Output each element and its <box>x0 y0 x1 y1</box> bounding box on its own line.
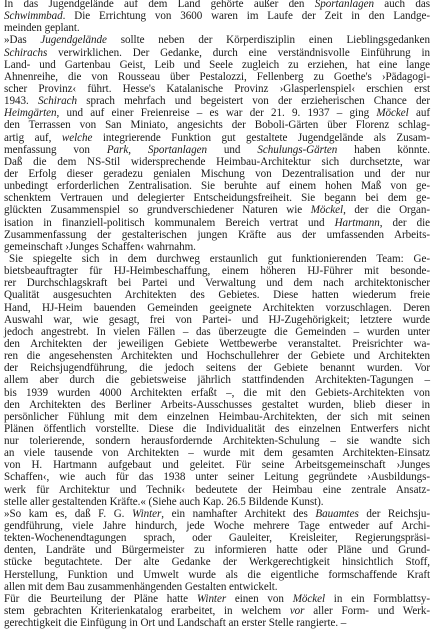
text-run: stem gebrachten Kriterienkatalog erarbeitet, in welchem <box>4 605 290 618</box>
text-line <box>4 47 430 59</box>
text-line <box>4 144 430 156</box>
italic-run: Schulungs-Gärten <box>257 143 338 156</box>
text-line <box>4 168 430 180</box>
text-run: In das Jugendgelände auf dem Land gehörte außer den <box>4 0 315 10</box>
text-line <box>4 471 430 483</box>
text-line <box>4 387 430 399</box>
text-line <box>4 411 430 423</box>
text-run: bietsbeauftragter für HJ-Heimbeschaffung, einem höheren HJ-Führer mit besonde- <box>4 265 430 278</box>
text-line <box>4 496 430 508</box>
text-line <box>4 302 430 314</box>
text-line <box>4 241 430 253</box>
text-line <box>4 447 430 459</box>
text-run: Ahnenreihe, die von Rousseau über Pestalozzi, Fellenberg zu Goethe's ›Pädagogi- <box>4 70 430 83</box>
text-run: jedoch angestrebt. In vielen Fällen – das überzeugte die Gemeinden – wurden unter <box>4 325 430 338</box>
text-run: gerechtigkeit die Einfügung in Ort und Landschaft an erster Stelle rangierte. – <box>4 617 347 629</box>
text-run: Plänen öffentlich vorstellte. Diese die Individualität des einzelnen Entwerfers nicht <box>4 422 430 435</box>
italic-run: Schirach <box>37 95 77 108</box>
text-run: scher Provinz‹ führt. Hesse's Katalanische Provinz ›Glasperlenspiel‹ erschien erst <box>4 82 430 95</box>
text-line <box>4 520 430 532</box>
text-run: Zusammenfassung der gestalterischen jungen Kräfte aus der umfassenden Arbeits- <box>4 228 430 241</box>
text-line <box>4 0 430 10</box>
text-run: menfassung von <box>4 143 107 156</box>
text-line <box>4 338 430 350</box>
text-run: Schaffen‹, wie auch für das 1938 unter seiner Leitung gegründete ›Ausbildungs- <box>4 471 430 484</box>
text-line <box>4 119 430 131</box>
text-run: integrierende Funktion gut gestaltete Jugendgelände als Zusam- <box>92 131 430 144</box>
text-run: auf <box>408 107 430 120</box>
text-line <box>4 59 430 71</box>
body-text <box>4 0 430 629</box>
text-line <box>4 10 430 22</box>
text-line <box>4 22 430 34</box>
italic-run: Hartmann <box>334 216 380 229</box>
text-line <box>4 289 430 301</box>
text-line <box>4 362 430 374</box>
text-line <box>4 374 430 386</box>
text-run: allen mit dem Bau zusammenhängenden Gestalten entwickelt. <box>4 580 278 593</box>
text-run: . Die Errichtung von 3600 waren im Laufe der Zeit in den Landge- <box>62 10 430 23</box>
text-line <box>4 605 430 617</box>
text-line <box>4 581 430 593</box>
text-run: werk für Architektur und Technik‹ bedeutete der Heimbau eine zentrale Ansatz- <box>4 483 430 496</box>
italic-run: Winter <box>196 592 227 605</box>
text-line <box>4 423 430 435</box>
text-line <box>4 204 430 216</box>
text-run: Sie spiegelte sich in dem durchweg erstaunlich gut funktionierenden Team: Ge- <box>9 252 430 265</box>
text-line <box>4 132 430 144</box>
text-line <box>4 435 430 447</box>
text-run: rer Durchschlagskraft bei Partei und Verwaltung und dem nach architektonischer <box>4 277 430 290</box>
text-line <box>4 229 430 241</box>
italic-run: Jugendgelände <box>40 34 107 47</box>
text-line <box>4 83 430 95</box>
text-line <box>4 192 430 204</box>
italic-run: vor <box>289 605 305 618</box>
text-line <box>4 156 430 168</box>
text-run: »So kam es, daß F. G. <box>4 507 132 520</box>
text-run: bis 1939 wurden 4000 Architekten erfaßt –, die mit den Gebiets-Architekten von <box>4 386 430 399</box>
text-run: aller Form- und Werk- <box>304 605 430 618</box>
text-run: , der die <box>379 216 430 229</box>
text-run: sollte neben der Körperdisziplin einen Lieblingsgedanken <box>106 34 431 47</box>
italic-run: Möckel <box>292 592 326 605</box>
text-run: den Terrassen von San Miniato, angesichts der Boboli-Gärten über Florenz schlag- <box>4 119 430 132</box>
text-run: Hand, HJ-Heim bauenden Gemeinden geeignete Architekten vorzuschlagen. Deren <box>4 301 430 314</box>
text-run: gendführung, viele Jahre hindurch, jede Woche mehrere Tage entweder auf Archi- <box>4 520 430 533</box>
text-run: auch das <box>373 0 430 10</box>
text-run: Für die Beurteilung der Pläne hatte <box>4 592 197 605</box>
text-run: stücke begutachtete. Der alte Gedanke der Werkgerechtigkeit hinsichtlich Stoff, <box>4 556 430 569</box>
text-line <box>4 277 430 289</box>
italic-run: Bauamtes <box>315 507 359 520</box>
text-line <box>4 508 430 520</box>
text-line <box>4 217 430 229</box>
text-line <box>4 350 430 362</box>
text-line <box>4 34 430 46</box>
text-run: haben könnte. <box>337 143 430 156</box>
text-run: allem aber durch die gebietsweise jährlich stattfindenden Architekten-Tagungen – <box>4 374 430 387</box>
text-run: Herstellung, Funktion und Umwelt wurde als die eigentliche formschaffende Kraft <box>4 568 430 581</box>
italic-run: Möckel <box>376 107 409 120</box>
text-run: , ein namhafter Architekt des <box>161 507 316 520</box>
text-run: gemeinschaft ›Junges Schaffen‹ wahrnahm. <box>4 240 196 253</box>
text-line <box>4 71 430 83</box>
text-line <box>4 556 430 568</box>
text-line <box>4 532 430 544</box>
text-run: Qualität ausgesuchten Architekten des Gebietes. Diese hatten wiederum freie <box>4 289 430 302</box>
text-run: ren die angesehensten Architekten und Hochschullehrer der Gebiete und Architekten <box>4 350 430 363</box>
text-run: Auswahl war, wie gesagt, frei von Partei- und HJ-Zugehörigkeit; letztere wurde <box>4 313 430 326</box>
text-line <box>4 253 430 265</box>
text-line <box>4 326 430 338</box>
text-run: denten, Landräte und Bürgermeister zu informieren hatte oder Pläne und Grund- <box>4 544 430 557</box>
text-line <box>4 95 430 107</box>
italic-run: Schirachs <box>4 46 48 59</box>
text-run: meinden geplant. <box>4 22 80 35</box>
text-line <box>4 484 430 496</box>
text-line <box>4 459 430 471</box>
italic-run: Schwimmbad <box>4 10 63 23</box>
text-line <box>4 593 430 605</box>
text-run: in ein Formblattsy- <box>325 592 430 605</box>
text-run: schenktem Vertrauen und delegierter Entscheidungsfreiheit. Sie begann bei dem ge- <box>4 192 430 205</box>
text-line <box>4 265 430 277</box>
italic-run: Möckel <box>310 204 344 217</box>
text-run: persönlicher Fühlung mit dem einzelnen Heimbau-Architekten, der sich mit seinen <box>4 410 430 423</box>
text-run: unbedingt erforderlichen Zentralisation. Sie beruhte auf einem hohen Maß von ge- <box>4 180 430 193</box>
text-line <box>4 617 430 629</box>
text-line <box>4 544 430 556</box>
text-run: sprach mehrfach und begeistert von der erzieherischen Chance der <box>76 95 431 108</box>
text-run: tekten-Wochenendtagungen sprach, oder Gauleiter, Kreisleiter, Regierungspräsi- <box>4 532 430 545</box>
text-run: isation in finanziell-politisch kommunalem Bereich vertrat und <box>4 216 335 229</box>
text-run: 1943. <box>4 95 38 108</box>
text-run: der Reichsju- <box>358 507 431 520</box>
text-run: stelle aller gestaltenden Kräfte.« (Siehe auch Kap. 26.5 Bildende Kunst). <box>4 495 324 508</box>
text-line <box>4 399 430 411</box>
text-run: artig auf, <box>4 131 62 144</box>
text-run: der Reichsjugendführung, die jedoch seitens der Gebiete benannt wurden. Vor <box>4 362 430 375</box>
text-line <box>4 314 430 326</box>
text-run: einen von <box>226 592 293 605</box>
text-run: , der die Organ- <box>343 204 431 217</box>
text-run: der Erfolg dieser geradezu genialen Mischung von Dezentralisation und der nur <box>4 167 430 180</box>
italic-run: Sportanlagen <box>314 0 374 10</box>
text-line <box>4 180 430 192</box>
text-run: glückten Zusammenspiel so grundverschiedener Naturen wie <box>4 204 311 217</box>
italic-run: welche <box>61 131 93 144</box>
text-run: , und auf einer Freienreise – es war der 21. 9. 1937 – ging <box>56 107 377 120</box>
text-run: verwirklichen. Der Gedanke, durch eine verständnisvolle Einführung in <box>47 46 430 59</box>
text-run: »Das <box>4 34 41 47</box>
text-run: den Architekten der jeweiligen Gebiete Wettbewerbe veranstaltet. Preisrichter wa- <box>4 337 430 350</box>
text-run: und <box>207 143 258 156</box>
text-run: an viele tausende von Architekten – wurde mit dem gesamten Architekten-Einsatz <box>4 447 430 460</box>
text-run: nur tolerierende, sondern herausfordernde Architekten-Schulung – sie wandte sich <box>4 435 430 448</box>
italic-run: Park, Sportanlagen <box>106 143 208 156</box>
text-run: Land- und Gartenbau Geist, Leib und Seele zugleich zu erziehen, hat eine lange <box>4 58 430 71</box>
italic-run: Heimgärten <box>4 107 57 120</box>
text-line <box>4 107 430 119</box>
text-run: den Architekten des Berliner Arbeits-Ausschusses gestaltet wurden, blieb dieser in <box>4 398 430 411</box>
text-run: von H. Hartmann aufgebaut und geleitet. Für seine Arbeitsgemeinschaft ›Junges <box>4 459 430 472</box>
italic-run: Winter <box>132 507 162 520</box>
text-line <box>4 569 430 581</box>
text-run: Daß die dem NS-Stil widersprechende Heimbau-Architektur sich durchsetzte, war <box>4 155 430 168</box>
